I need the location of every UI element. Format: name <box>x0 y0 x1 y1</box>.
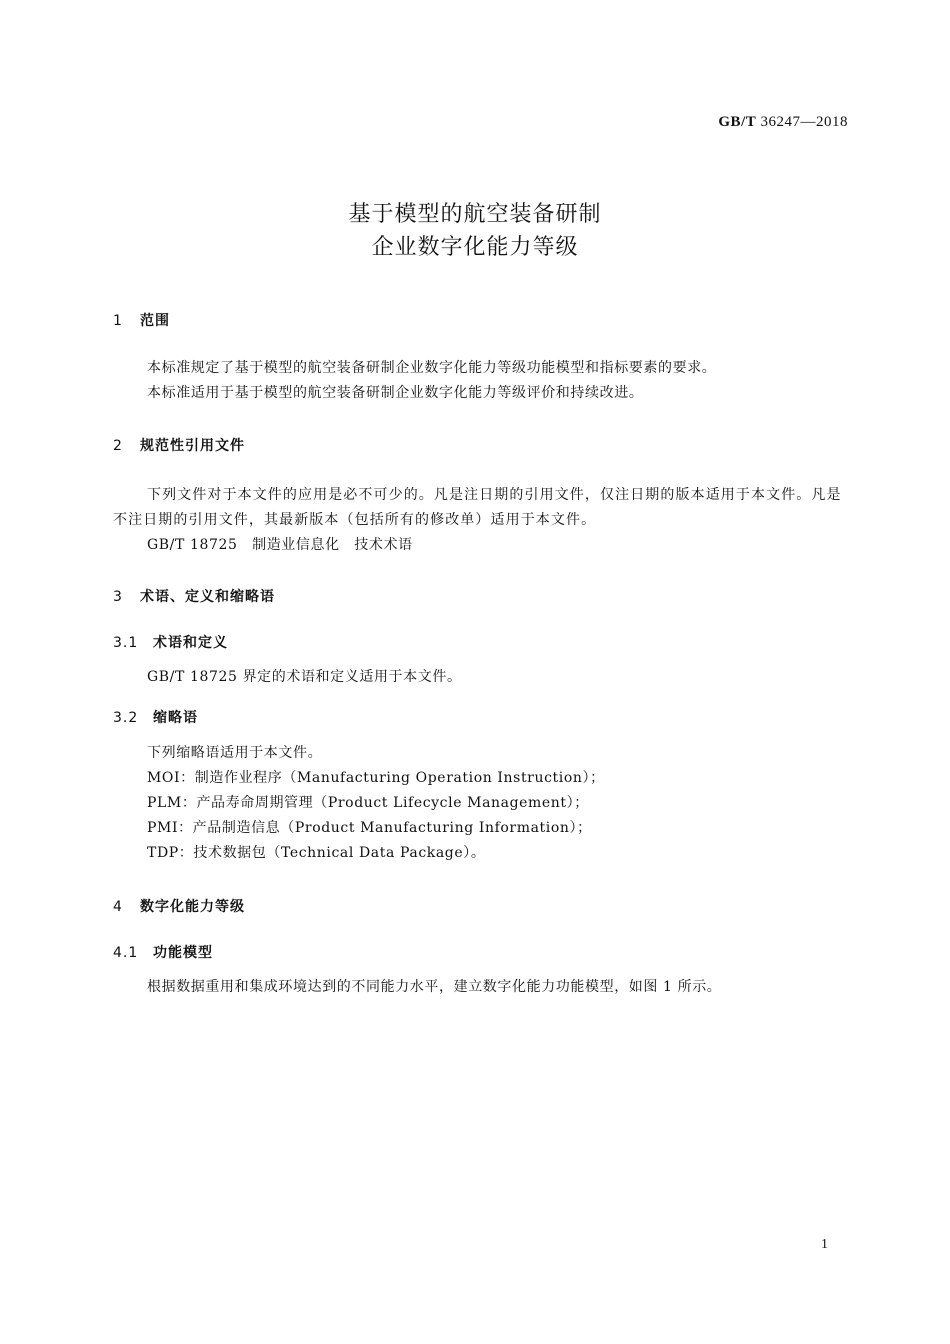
section-4-1-heading <box>113 942 213 962</box>
section-number: 3.1 <box>113 635 139 651</box>
section-3-1-heading <box>113 632 228 652</box>
section-4-heading <box>113 896 245 916</box>
standard-number <box>718 114 848 131</box>
abbreviation-item: MOI：制造作业程序（Manufacturing Operation Instruction）； <box>147 770 605 786</box>
section-2-paragraph-1: 下列文件对于本文件的应用是必不可少的。凡是注日期的引用文件，仅注日期的版本适用于本文件。凡是不注日期的引用文件，其最新版本（包括所有的修改单）适用于本文件。 <box>113 487 842 528</box>
page-number: 1 <box>821 1237 828 1252</box>
abbreviation-item: PMI：产品制造信息（Product Manufacturing Information）； <box>147 820 592 836</box>
section-3-heading <box>113 586 275 606</box>
section-3-2-intro: 下列缩略语适用于本文件。 <box>147 745 323 761</box>
section-title: 规范性引用文件 <box>140 438 245 454</box>
section-1-paragraph-2: 本标准适用于基于模型的航空装备研制企业数字化能力等级评价和持续改进。 <box>147 385 644 401</box>
section-3-1-paragraph: GB/T 18725 界定的术语和定义适用于本文件。 <box>147 669 462 685</box>
section-number: 3.2 <box>113 710 139 726</box>
document-title-line1: 基于模型的航空装备研制 <box>348 202 602 227</box>
abbreviation-item: TDP：技术数据包（Technical Data Package）。 <box>147 845 486 861</box>
section-2-reference: GB/T 18725 制造业信息化 技术术语 <box>147 537 413 553</box>
section-number: 3 <box>113 589 123 605</box>
section-number: 1 <box>113 313 123 329</box>
section-1-heading <box>113 310 170 330</box>
document-title-line2: 企业数字化能力等级 <box>371 235 579 260</box>
standard-prefix: GB/T <box>718 114 757 130</box>
section-4-1-paragraph: 根据数据重用和集成环境达到的不同能力水平，建立数字化能力功能模型，如图 1 所示。 <box>147 979 722 995</box>
section-title: 数字化能力等级 <box>140 899 245 915</box>
section-title: 术语和定义 <box>153 635 228 651</box>
section-3-2-heading <box>113 707 198 727</box>
abbreviation-item: PLM：产品寿命周期管理（Product Lifecycle Management）； <box>147 795 589 811</box>
section-title: 缩略语 <box>153 710 198 726</box>
section-title: 术语、定义和缩略语 <box>140 589 275 605</box>
section-number: 4.1 <box>113 945 139 961</box>
section-1-paragraph-1: 本标准规定了基于模型的航空装备研制企业数字化能力等级功能模型和指标要素的要求。 <box>147 360 717 376</box>
section-title: 范围 <box>140 313 170 329</box>
section-2-heading <box>113 435 245 455</box>
section-number: 2 <box>113 438 123 454</box>
section-title: 功能模型 <box>153 945 213 961</box>
standard-code: 36247—2018 <box>760 114 848 130</box>
section-number: 4 <box>113 899 123 915</box>
